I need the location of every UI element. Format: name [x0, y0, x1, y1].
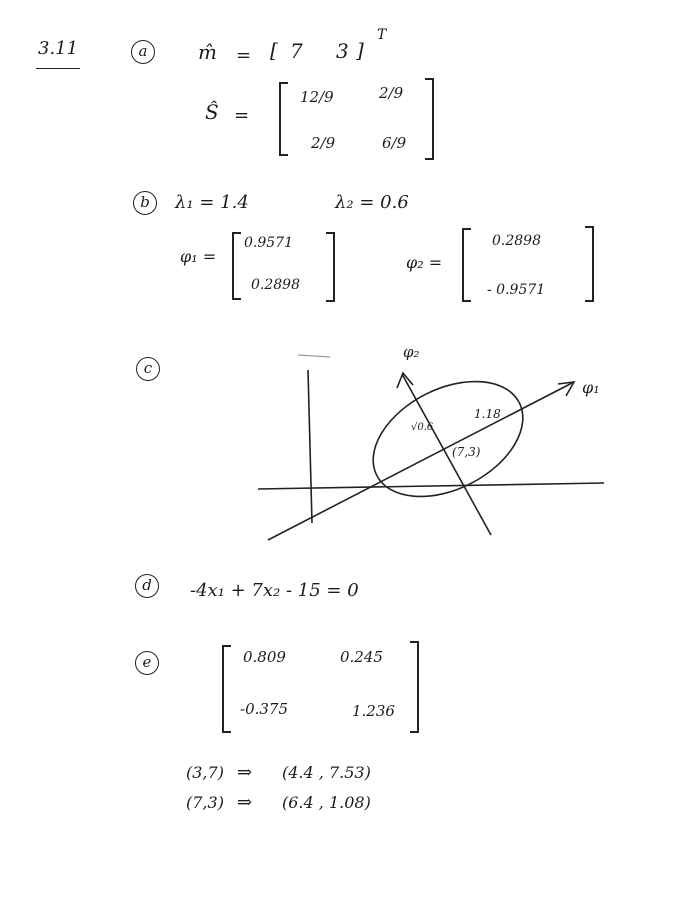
s-matrix-cell: 2/9 — [379, 84, 404, 102]
phi-1-component: 0.2898 — [251, 277, 300, 293]
part-d-label: d — [135, 574, 159, 598]
phi-1-component: 0.9571 — [244, 235, 293, 251]
transform-matrix-cell: 1.236 — [352, 702, 395, 720]
part-c-label: c — [136, 357, 160, 381]
transform-matrix-cell: -0.375 — [240, 700, 289, 718]
s-matrix-cell: 12/9 — [300, 88, 334, 106]
mapping-to: (4.4 , 7.53) — [282, 763, 371, 782]
major-axis-length: 1.18 — [474, 407, 501, 421]
m-close-bracket: ] — [356, 38, 364, 62]
x2-axis — [308, 370, 312, 523]
transform-matrix-cell: 0.245 — [340, 648, 383, 666]
mapping-arrow: ⇒ — [237, 762, 253, 783]
x1-axis — [258, 483, 604, 489]
phi-2-axis-label: φ₂ — [403, 343, 420, 361]
phi-2-symbol: φ₂ = — [406, 253, 443, 272]
s-matrix-cell: 6/9 — [382, 134, 407, 152]
s-matrix-cell: 2/9 — [311, 134, 336, 152]
m-hat-symbol: m̂ — [198, 40, 217, 64]
part-a-label: a — [131, 40, 155, 64]
m-equals-sign: = — [236, 45, 252, 66]
phi-2-component: 0.2898 — [492, 233, 541, 249]
m-vector-y: 3 — [336, 39, 349, 63]
part-b-label: b — [133, 191, 157, 215]
sketch-stray-mark — [298, 355, 330, 357]
lambda-2: λ₂ = 0.6 — [335, 192, 409, 213]
mapping-from: (7,3) — [186, 793, 224, 812]
part-e-label: e — [135, 651, 159, 675]
phi-1-axis-label: φ₁ — [582, 378, 600, 397]
s-equals-sign: = — [234, 105, 250, 126]
transform-matrix-right-bracket — [410, 641, 419, 733]
phi-2-component: - 0.9571 — [487, 282, 546, 298]
covariance-ellipse — [354, 358, 542, 520]
m-open-bracket: [ — [270, 38, 278, 62]
phi-1-symbol: φ₁ = — [180, 247, 217, 266]
problem-number: 3.11 — [38, 38, 79, 59]
mapping-from: (3,7) — [186, 763, 224, 782]
s-hat-symbol: Ŝ — [205, 100, 219, 124]
minor-axis-length: √0.6 — [411, 422, 434, 433]
ellipse-center: (7,3) — [452, 445, 481, 459]
transform-matrix-cell: 0.809 — [243, 648, 286, 666]
mapping-arrow: ⇒ — [237, 792, 253, 813]
transpose-marker: T — [377, 27, 387, 43]
lambda-1: λ₁ = 1.4 — [175, 192, 249, 213]
transform-matrix-left-bracket — [222, 645, 231, 733]
m-vector-x: 7 — [290, 39, 303, 63]
decision-boundary-equation: -4x₁ + 7x₂ - 15 = 0 — [190, 580, 359, 601]
mapping-to: (6.4 , 1.08) — [282, 793, 371, 812]
